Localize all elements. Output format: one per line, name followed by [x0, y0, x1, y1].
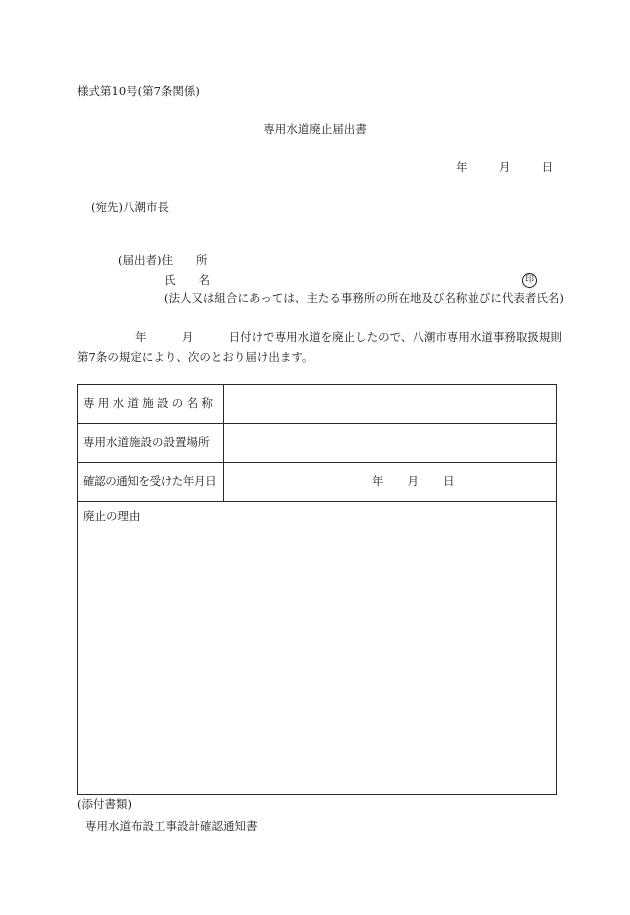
applicant-note: (法人又は組合にあっては、主たる事務所の所在地及び名称並びに代表者氏名)	[164, 291, 564, 305]
facility-name-label-text: 専用水道施設の名称	[83, 396, 217, 411]
body-text-line-1	[135, 332, 562, 344]
body-text-line-2: 第7条の規定により、次のとおり届け出ます。	[77, 350, 314, 364]
notification-table	[77, 384, 557, 795]
table-row-facility-location	[78, 424, 556, 463]
date-month: 月	[498, 160, 511, 174]
facility-location-label	[78, 424, 224, 462]
addressee: (宛先)八潮市長	[91, 200, 169, 214]
facility-name-label	[78, 385, 224, 423]
body-year: 年	[135, 330, 147, 344]
document-title: 専用水道廃止届出書	[263, 122, 367, 136]
table-row-facility-name	[78, 385, 556, 424]
confirmation-month: 月	[407, 474, 419, 489]
address-label: 住 所	[161, 253, 208, 267]
facility-name-value[interactable]	[224, 385, 556, 423]
form-number: 様式第10号(第7条関係)	[77, 84, 200, 98]
facility-location-label-text: 専用水道施設の設置場所	[83, 435, 210, 450]
submission-date	[456, 162, 553, 174]
confirmation-year: 年	[372, 474, 384, 489]
body-month: 月	[181, 330, 194, 344]
table-row-confirmation-date	[78, 463, 556, 502]
body-line1-rest: 日付けで専用水道を廃止したので、八潮市専用水道事務取扱規則	[228, 330, 562, 344]
applicant-address-line	[118, 255, 207, 267]
confirmation-day: 日	[443, 474, 455, 489]
facility-location-value[interactable]	[224, 424, 556, 462]
name-label: 氏 名	[164, 273, 210, 287]
attachments-header: (添付書類)	[77, 797, 132, 811]
date-day: 日	[541, 160, 554, 174]
reason-label: 廃止の理由	[83, 509, 141, 523]
date-year: 年	[456, 160, 468, 174]
confirmation-date-value[interactable]	[224, 463, 556, 501]
confirmation-date-label	[78, 463, 224, 501]
applicant-prefix: (届出者)	[118, 253, 162, 267]
applicant-name-line	[164, 275, 210, 287]
confirmation-date-label-text: 確認の通知を受けた年月日	[83, 474, 217, 489]
attachment-item: 専用水道布設工事設計確認通知書	[85, 819, 258, 833]
seal-mark: 印	[522, 273, 537, 288]
